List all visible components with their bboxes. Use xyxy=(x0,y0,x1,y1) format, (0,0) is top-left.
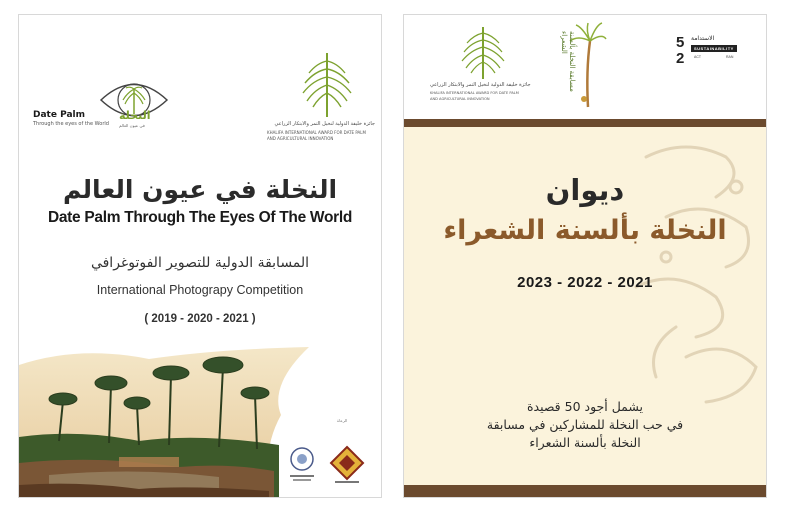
oasis-palm-photo xyxy=(19,345,319,498)
date-palm-logo-title-ar: النخلة xyxy=(119,109,151,122)
cover-title-ar: النخلة في عيون العالم xyxy=(62,175,338,204)
date-palm-logo-subtitle-ar: في عيون العالم xyxy=(119,123,145,128)
award-name-en-line1: KHALIFA INTERNATIONAL AWARD FOR DATE PALM xyxy=(430,91,519,95)
palm-frond-icon xyxy=(458,25,508,81)
sustainability-label-ar: الاستدامة xyxy=(691,35,715,42)
calligraphy-background xyxy=(626,127,766,417)
palm-frond-icon xyxy=(297,51,357,119)
award-name-en-line2: AND AGRICULTURAL INNOVATION xyxy=(267,136,334,141)
sustainability-small-left: ACT xyxy=(694,55,701,59)
book-cover-diwan xyxy=(403,14,767,498)
award-name-ar: جائزة خليفة الدولية لنخيل التمر والابتكار الزراعي xyxy=(274,121,375,127)
diwan-title: ديوان xyxy=(545,173,625,207)
sponsor-diamond-icon xyxy=(327,445,367,485)
award-name-en-line1: KHALIFA INTERNATIONAL AWARD FOR DATE PALM xyxy=(267,130,366,135)
sponsors-label: الرعاة xyxy=(337,418,348,423)
sponsor-emblem-icon xyxy=(287,445,317,485)
poets-competition-logo xyxy=(556,21,606,113)
date-palm-logo-title: Date Palm xyxy=(33,110,85,120)
poets-logo-text: مسابقة النخلة بألسنة الشعراء xyxy=(560,31,576,92)
footer-band xyxy=(404,485,766,497)
sustainability-number-top: 5 xyxy=(676,34,685,51)
book-title: النخلة بألسنة الشعراء xyxy=(443,215,727,246)
sustainability-small-right: RAN xyxy=(726,55,734,59)
date-palm-logo-subtitle: Through the eyes of the World xyxy=(33,121,109,127)
cover-header xyxy=(404,15,766,119)
date-palm-eye-logo xyxy=(69,67,185,139)
description-line-1: يشمل أجود 50 قصيدة xyxy=(526,399,644,414)
competition-years: ( 2019 - 2020 - 2021 ) xyxy=(144,313,256,325)
khalifa-award-logo xyxy=(267,51,375,151)
sustainability-number-bottom: 2 xyxy=(676,50,685,67)
cover-title-en: Date Palm Through The Eyes Of The World xyxy=(47,209,353,226)
khalifa-award-logo xyxy=(430,25,534,117)
competition-title-en: International Photograpy Competition xyxy=(96,283,304,297)
award-name-en-line2: AND AGRICULTURAL INNOVATION xyxy=(430,97,490,101)
sustainability-badge: SUSTAINABILITY xyxy=(691,45,737,52)
description-line-2: في حب النخلة للمشاركين في مسابقة xyxy=(486,417,684,432)
award-name-ar: جائزة خليفة الدولية لنخيل التمر والابتكار الزراعي xyxy=(430,82,531,88)
sustainability-logo xyxy=(676,35,744,87)
competition-title-ar: المسابقة الدولية للتصوير الفوتوغرافي xyxy=(90,255,310,271)
book-years: 2023 - 2022 - 2021 xyxy=(517,274,653,291)
description-line-3: النخلة بألسنة الشعراء xyxy=(529,435,641,450)
header-band xyxy=(404,119,766,127)
book-cover-date-palm-photography xyxy=(18,14,382,498)
